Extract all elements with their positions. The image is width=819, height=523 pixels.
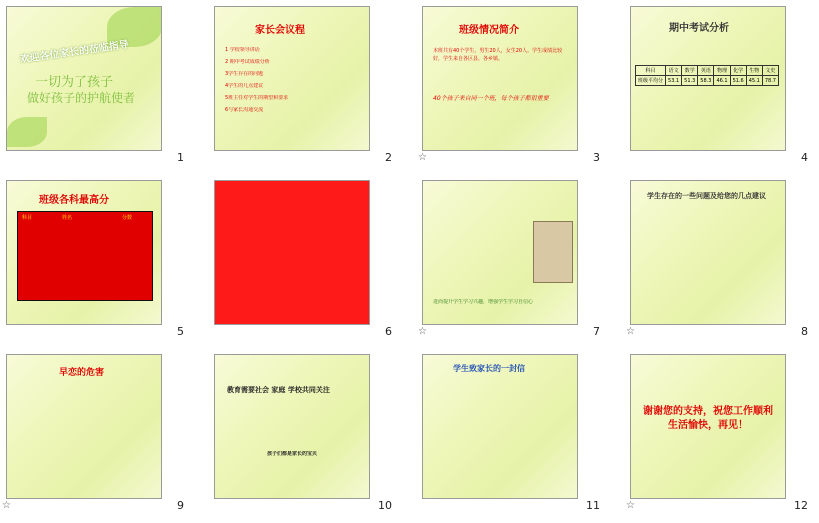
slide-slot-8[interactable]: [624, 174, 819, 349]
table-header: 化学: [730, 66, 746, 76]
slide-number: 8: [801, 325, 808, 338]
table-header: 科目: [22, 215, 33, 221]
slide-title: 家长会议程: [255, 25, 305, 36]
table-cell: 58.3: [698, 76, 714, 86]
slide-number: 2: [385, 151, 392, 164]
slide-slot-10[interactable]: [208, 348, 408, 523]
table-header: 物理: [714, 66, 730, 76]
table-header: 数学: [682, 66, 698, 76]
slide-number: 1: [177, 151, 184, 164]
table-header: 英语: [698, 66, 714, 76]
slide-picture: [533, 221, 573, 283]
animation-star-icon: ☆: [418, 326, 427, 337]
slide-slot-1[interactable]: [0, 0, 200, 175]
slide-footer: 进而提升学生学习兴趣，增强学生学习自信心: [433, 299, 534, 305]
table-cell: 53.1: [666, 76, 682, 86]
slide-title: 班级各科最高分: [39, 195, 109, 206]
slide-number: 5: [177, 325, 184, 338]
leaf-decoration: [7, 117, 47, 147]
table-header: 姓名: [62, 215, 73, 221]
agenda-item: 3学生存在的问题: [225, 71, 264, 77]
slide-thumbnail-11[interactable]: [422, 354, 578, 499]
slide-number: 7: [593, 325, 600, 338]
table-header: 科目: [636, 66, 666, 76]
slide-title: 班级情况简介: [459, 25, 519, 36]
table-cell: 78.7: [762, 76, 778, 86]
slide-slot-4[interactable]: [624, 0, 819, 175]
slide-title: 早恋的危害: [59, 368, 105, 378]
slide-number: 6: [385, 325, 392, 338]
slide-thumbnail-8[interactable]: [630, 180, 786, 325]
slide-title: 期中考试分析: [669, 23, 729, 34]
slide-slot-5[interactable]: [0, 174, 200, 349]
table-header: 文史: [762, 66, 778, 76]
slide-note: 40个孩子来自同一个班，每个孩子都很重要: [433, 95, 549, 102]
agenda-item: 2 期中考试成绩分析: [225, 59, 270, 65]
slide-slot-3[interactable]: [416, 0, 616, 175]
slide-title: 教育需要社会 家庭 学校共同关注: [227, 386, 330, 394]
agenda-item: 1 学校领导讲话: [225, 47, 260, 53]
agenda-item: 5班主任对学生的期望和要求: [225, 95, 289, 101]
table-row-label: 班级平均分: [636, 76, 666, 86]
slide-body: 孩子们都是家长的宝贝: [266, 451, 317, 457]
slide-slot-12[interactable]: [624, 348, 819, 523]
slide-subtitle: 做好孩子的护航使者: [27, 91, 136, 105]
agenda-item: 6与家长沟通交流: [225, 107, 264, 113]
animation-star-icon: ☆: [2, 500, 11, 511]
animation-star-icon: ☆: [418, 152, 427, 163]
slide-slot-6[interactable]: [208, 174, 408, 349]
score-table: [635, 65, 779, 86]
slide-thumbnail-12[interactable]: [630, 354, 786, 499]
animation-star-icon: ☆: [626, 326, 635, 337]
slide-title: 学生存在的一些问题及给您的几点建议: [647, 192, 766, 200]
slide-thumbnail-6[interactable]: [214, 180, 370, 325]
slide-slot-7[interactable]: [416, 174, 616, 349]
table-cell: 51.6: [730, 76, 746, 86]
slide-number: 11: [586, 499, 600, 512]
slide-slot-11[interactable]: [416, 348, 616, 523]
table-header: 分数: [122, 215, 133, 221]
slide-slot-2[interactable]: [208, 0, 408, 175]
slide-number: 9: [177, 499, 184, 512]
slide-thumbnail-1[interactable]: [6, 6, 162, 151]
table-cell: 45.1: [746, 76, 762, 86]
slide-thumbnail-9[interactable]: [6, 354, 162, 499]
animation-star-icon: ☆: [626, 500, 635, 511]
slide-title: 学生致家长的一封信: [453, 364, 525, 373]
table-cell: 51.3: [682, 76, 698, 86]
table-cell: 46.1: [714, 76, 730, 86]
table-header: 生物: [746, 66, 762, 76]
slide-thumbnail-10[interactable]: [214, 354, 370, 499]
slide-number: 12: [794, 499, 808, 512]
slide-body: 本班共有40个学生，男生20人，女生20人。学生成绩比较好，学生来自各区县、各乡镇。: [433, 48, 563, 62]
slide-thumbnail-3[interactable]: [422, 6, 578, 151]
score-table: [17, 211, 153, 301]
slide-number: 3: [593, 151, 600, 164]
slide-thumbnail-2[interactable]: [214, 6, 370, 151]
slide-number: 4: [801, 151, 808, 164]
slide-title: 谢谢您的支持，祝您工作顺利生活愉快，再见！: [643, 406, 773, 431]
slide-thumbnail-7[interactable]: [422, 180, 578, 325]
slide-thumbnail-4[interactable]: [630, 6, 786, 151]
slide-number: 10: [378, 499, 392, 512]
slide-subtitle: 一切为了孩子: [35, 75, 114, 90]
slide-slot-9[interactable]: [0, 348, 200, 523]
table-header: 语文: [666, 66, 682, 76]
agenda-item: 4学生的几点建议: [225, 83, 264, 89]
slide-thumbnail-5[interactable]: [6, 180, 162, 325]
slide-title: 欢迎各位家长的莅临指导: [19, 39, 130, 66]
